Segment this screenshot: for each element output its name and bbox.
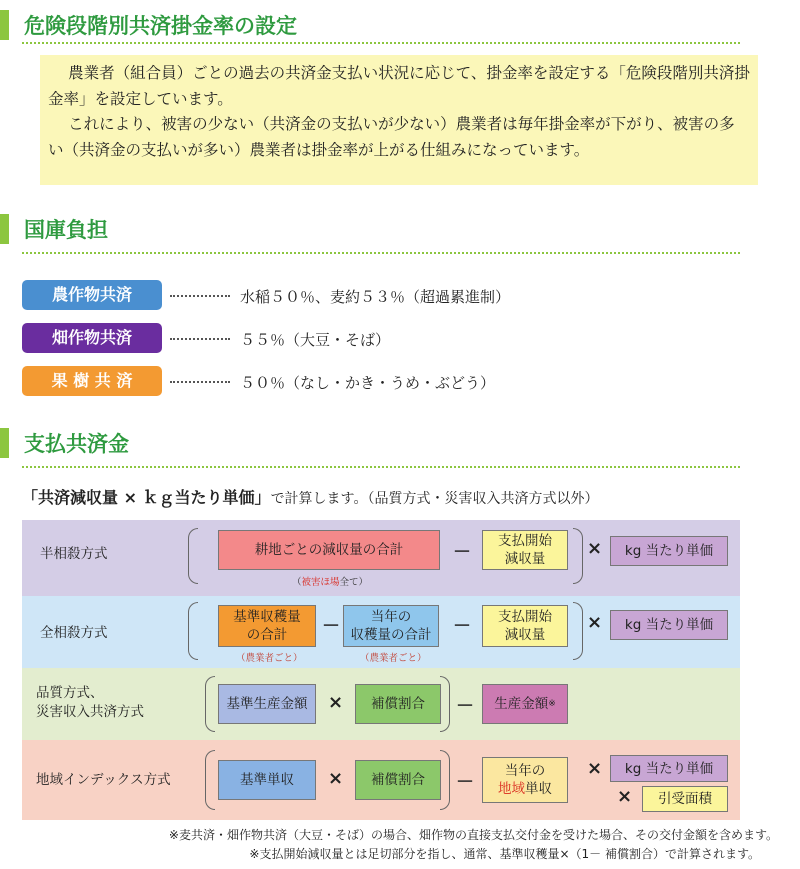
formula-main: 「共済減収量 × ｋｇ当たり単価」 [22, 488, 271, 507]
row-label-full: 全相殺方式 [40, 625, 108, 641]
asterisk-mark: ※ [548, 699, 556, 709]
area-yield-label [498, 780, 552, 798]
formula-suffix: で計算します。（品質方式・災害収入共済方式以外） [270, 491, 599, 507]
bracket-left [205, 676, 215, 732]
times-operator: × [328, 692, 344, 713]
bracket-left [188, 602, 198, 660]
production-value-label: 生産金額 [494, 696, 549, 712]
rate-crop: 水稲５０％、麦約５３％（超過累進制） [240, 288, 511, 306]
leader-dots [170, 381, 230, 383]
leader-dots [170, 338, 230, 340]
box-base-production-value: 基準生産金額 [218, 684, 316, 724]
section-divider [22, 466, 740, 468]
minus-operator: － [456, 772, 474, 793]
section-marker [0, 214, 9, 244]
box-coverage-ratio: 補償割合 [355, 684, 441, 724]
box-current-harvest-total: 当年の 収穫量の合計 [343, 605, 439, 647]
leader-dots [170, 295, 230, 297]
row-label-quality: 品質方式、 災害収入共済方式 [36, 685, 144, 720]
badge-fruit: 果 樹 共 済 [22, 366, 162, 396]
footnote-2: ※支払開始減収量とは足切部分を指し、通常、基準収穫量×（1－ 補償割合）で計算されます。 [249, 847, 760, 861]
times-operator: × [587, 612, 603, 633]
row-label-index: 地域インデックス方式 [36, 772, 171, 788]
note-red-text: 被害ほ場 [301, 577, 340, 588]
minus-operator: － [322, 616, 340, 637]
rate-field-crop: ５５％（大豆・そば） [240, 331, 391, 349]
intro-box [40, 55, 758, 185]
note-open-paren: （ [292, 577, 302, 588]
minus-operator: － [453, 542, 471, 563]
times-operator: × [328, 768, 344, 789]
box-price-per-kg: kg 当たり単価 [610, 755, 728, 782]
current-year-label: 当年の [504, 763, 546, 779]
note-per-farmer: （農業者ごと） [360, 653, 427, 664]
bracket-right [573, 602, 583, 660]
section-divider [22, 252, 740, 254]
rate-fruit: ５０％（なし・かき・うめ・ぶどう） [240, 374, 496, 392]
box-base-harvest-total: 基準収穫量 の合計 [218, 605, 316, 647]
note-per-farmer: （農業者ごと） [236, 653, 303, 664]
minus-operator: － [453, 616, 471, 637]
formula-heading [22, 485, 598, 508]
section-title-risk: 危険段階別共済掛金率の設定 [24, 14, 297, 38]
note-damaged-fields [292, 574, 368, 588]
times-operator: × [587, 538, 603, 559]
box-payment-start-loss: 支払開始 減収量 [482, 530, 568, 570]
intro-paragraph-2: これにより、被害の少ない（共済金の支払いが少ない）農業者は毎年掛金率が下がり、被害の多い（共済金の支払いが多い）農業者は掛金率が上がる仕組みになっています。 [48, 115, 735, 159]
box-coverage-ratio: 補償割合 [355, 760, 441, 800]
section-divider [22, 42, 740, 44]
bracket-right [440, 676, 450, 732]
minus-operator: － [456, 696, 474, 717]
box-payment-start-loss: 支払開始 減収量 [482, 605, 568, 647]
bracket-left [188, 528, 198, 584]
times-operator: × [617, 786, 633, 807]
bracket-right [440, 750, 450, 810]
bracket-left [205, 750, 215, 810]
badge-crop: 農作物共済 [22, 280, 162, 310]
section-marker [0, 428, 9, 458]
area-red-text: 地域 [498, 781, 525, 797]
box-price-per-kg: kg 当たり単価 [610, 536, 728, 566]
yield-text: 単収 [525, 781, 552, 797]
section-title-payment: 支払共済金 [24, 432, 129, 456]
box-insured-area: 引受面積 [642, 786, 728, 812]
box-price-per-kg: kg 当たり単価 [610, 610, 728, 640]
times-operator: × [587, 758, 603, 779]
box-production-value [482, 684, 568, 724]
bracket-right [573, 528, 583, 584]
row-label-half: 半相殺方式 [40, 546, 108, 562]
badge-field-crop: 畑作物共済 [22, 323, 162, 353]
section-title-subsidy: 国庫負担 [24, 218, 108, 242]
box-base-yield: 基準単収 [218, 760, 316, 800]
box-field-loss-total: 耕地ごとの減収量の合計 [218, 530, 440, 570]
note-rest-text: 全て） [339, 577, 369, 588]
footnote-1: ※麦共済・畑作物共済（大豆・そば）の場合、畑作物の直接支払交付金を受けた場合、その交付金額を含めます。 [168, 828, 778, 842]
intro-paragraph-1: 農業者（組合員）ごとの過去の共済金支払い状況に応じて、掛金率を設定する「危険段階別共済掛金率」を設定しています。 [48, 64, 750, 108]
section-marker [0, 10, 9, 40]
box-current-area-yield [482, 757, 568, 803]
